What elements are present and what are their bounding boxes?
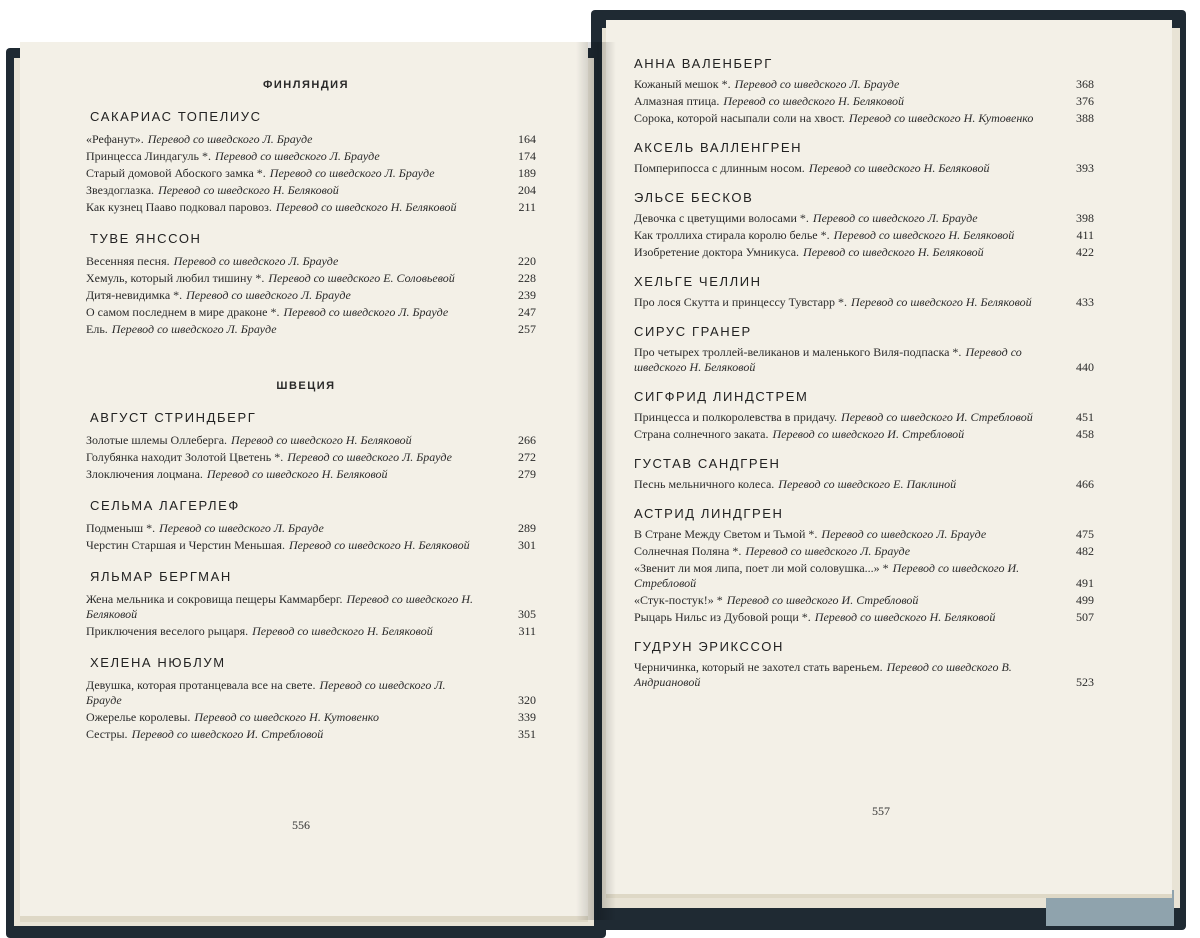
work-page-number: 388 [1076, 111, 1094, 125]
work-page-number: 433 [1076, 295, 1094, 309]
toc-entry [86, 592, 536, 622]
toc-entry [86, 271, 536, 286]
entry-text [634, 211, 1060, 226]
work-page-number: 393 [1076, 161, 1094, 175]
entry-text [634, 295, 1060, 310]
work-title: Золотые шлемы Оллеберга. [86, 433, 228, 447]
work-page-number: 311 [518, 624, 536, 638]
work-title: Ель. [86, 322, 108, 336]
entry-text [86, 624, 502, 639]
toc-entry [634, 211, 1094, 226]
work-translation: Перевод со шведского И. Стребловой [131, 727, 324, 741]
work-page-number: 228 [518, 271, 536, 285]
entry-text [634, 77, 1060, 92]
toc-entry [86, 521, 536, 536]
entry-text [634, 94, 1060, 109]
work-title: Черничинка, который не захотел стать вареньем. [634, 660, 883, 674]
toc-entry [634, 544, 1094, 559]
work-title: Черстин Старшая и Черстин Меньшая. [86, 538, 285, 552]
work-translation: Перевод со шведского Л. Брауде [86, 678, 446, 707]
work-page-number: 451 [1076, 410, 1094, 424]
country-heading: ФИНЛЯНДИЯ [263, 79, 349, 91]
work-title: Звездоглазка. [86, 183, 155, 197]
work-title: Хемуль, который любил тишину *. [86, 271, 265, 285]
book-gutter [576, 42, 616, 920]
work-title: Весенняя песня. [86, 254, 170, 268]
work-title: Голубянка находит Золотой Цветень *. [86, 450, 284, 464]
work-title: Жена мельника и сокровища пещеры Каммарберг. [86, 592, 343, 606]
work-title: Подменыш *. [86, 521, 156, 535]
work-page-number: 482 [1076, 544, 1094, 558]
work-title: Солнечная Поляна *. [634, 544, 742, 558]
work-page-number: 398 [1076, 211, 1094, 225]
work-translation: Перевод со шведского Л. Брауде [812, 211, 978, 225]
work-page-number: 211 [518, 200, 536, 214]
work-translation: Перевод со шведского Л. Брауде [734, 77, 900, 91]
toc-entry [634, 477, 1094, 492]
work-title: «Рефанут». [86, 132, 144, 146]
work-translation: Перевод со шведского Е. Паклиной [778, 477, 957, 491]
entry-text [86, 305, 502, 320]
entry-text [634, 561, 1060, 591]
entry-text [634, 161, 1060, 176]
work-title: Принцесса и полкоролевства в придачу. [634, 410, 838, 424]
author-name: ЭЛЬСЕ БЕСКОВ [634, 190, 754, 205]
entry-text [86, 450, 502, 465]
work-page-number: 466 [1076, 477, 1094, 491]
work-page-number: 204 [518, 183, 536, 197]
work-page-number: 247 [518, 305, 536, 319]
work-translation: Перевод со шведского Н. Беляковой [158, 183, 339, 197]
author-name: ТУВЕ ЯНССОН [90, 231, 202, 246]
work-page-number: 351 [518, 727, 536, 741]
toc-entry [634, 228, 1094, 243]
section-gap [76, 339, 536, 369]
toc-entry [634, 77, 1094, 92]
work-translation: Перевод со шведского Л. Брауде [159, 521, 324, 535]
work-page-number: 239 [518, 288, 536, 302]
entry-text [86, 538, 502, 553]
work-translation: Перевод со шведского Л. Брауде [745, 544, 911, 558]
toc-entry [86, 132, 536, 147]
toc-entry [634, 161, 1094, 176]
toc-entry [634, 345, 1094, 375]
work-title: Алмазная птица. [634, 94, 720, 108]
work-page-number: 189 [518, 166, 536, 180]
toc-entry [86, 710, 536, 725]
work-translation: Перевод со шведского Н. Кутовенко [194, 710, 379, 724]
work-title: «Стук-постук!» * [634, 593, 723, 607]
work-title: Страна солнечного заката. [634, 427, 769, 441]
work-page-number: 266 [518, 433, 536, 447]
work-page-number: 458 [1076, 427, 1094, 441]
work-translation: Перевод со шведского Н. Беляковой [634, 345, 1022, 374]
work-translation: Перевод со шведского Л. Брауде [147, 132, 313, 146]
entry-text [86, 727, 502, 742]
author-name: ХЕЛЬГЕ ЧЕЛЛИН [634, 274, 762, 289]
toc-entry [634, 245, 1094, 260]
entry-text [86, 183, 502, 198]
toc-entry [634, 660, 1094, 690]
work-translation: Перевод со шведского В. Андриановой [634, 660, 1012, 689]
work-translation: Перевод со шведского Н. Беляковой [288, 538, 470, 552]
entry-text [634, 245, 1060, 260]
toc-entry [634, 94, 1094, 109]
toc-entry [634, 610, 1094, 625]
page-number-left: 556 [292, 818, 310, 832]
work-translation: Перевод со шведского И. Стребловой [634, 561, 1020, 590]
work-title: Про четырех троллей-великанов и маленького Виля-подпаска *. [634, 345, 962, 359]
work-title: Злоключения лоцмана. [86, 467, 203, 481]
toc-entry [86, 450, 536, 465]
work-title: «Звенит ли моя липа, поет ли мой соловушка...» * [634, 561, 889, 575]
work-translation: Перевод со шведского И. Стребловой [841, 410, 1033, 424]
toc-entry [86, 166, 536, 181]
author-name: ХЕЛЕНА НЮБЛУМ [90, 655, 226, 670]
toc-entry [86, 678, 536, 708]
work-translation: Перевод со шведского Н. Беляковой [814, 610, 996, 624]
author-name: АННА ВАЛЕНБЕРГ [634, 56, 773, 71]
work-translation: Перевод со шведского И. Стребловой [772, 427, 965, 441]
work-translation: Перевод со шведского Н. Беляковой [808, 161, 990, 175]
work-translation: Перевод со шведского Н. Беляковой [833, 228, 1015, 242]
entry-text [86, 592, 502, 622]
work-title: Как троллиха стирала королю белье *. [634, 228, 830, 242]
entry-text [86, 678, 502, 708]
work-title: О самом последнем в мире драконе *. [86, 305, 280, 319]
work-translation: Перевод со шведского Н. Беляковой [803, 245, 984, 259]
work-title: Девушка, которая протанцевала все на свете. [86, 678, 316, 692]
work-page-number: 491 [1076, 576, 1094, 590]
author-name: СИРУС ГРАНЕР [634, 324, 752, 339]
country-heading: ШВЕЦИЯ [276, 380, 336, 392]
entry-text [86, 132, 502, 147]
toc-entry [634, 593, 1094, 608]
toc-entry [86, 183, 536, 198]
work-translation: Перевод со шведского Л. Брауде [821, 527, 987, 541]
work-translation: Перевод со шведского Е. Соловьевой [268, 271, 455, 285]
work-translation: Перевод со шведского Н. Беляковой [231, 433, 412, 447]
work-title: Как кузнец Пааво подковал паровоз. [86, 200, 272, 214]
work-translation: Перевод со шведского Л. Брауде [287, 450, 452, 464]
work-page-number: 368 [1076, 77, 1094, 91]
work-title: Помперипосса с длинным носом. [634, 161, 805, 175]
toc-entry [86, 624, 536, 639]
work-page-number: 411 [1076, 228, 1094, 242]
work-translation: Перевод со шведского Н. Кутовенко [848, 111, 1034, 125]
work-page-number: 289 [518, 521, 536, 535]
toc-entry [86, 305, 536, 320]
author-name: САКАРИАС ТОПЕЛИУС [90, 109, 262, 124]
work-translation: Перевод со шведского Н. Беляковой [86, 592, 473, 621]
work-title: Изобретение доктора Умникуса. [634, 245, 800, 259]
toc-entry [634, 295, 1094, 310]
entry-text [86, 200, 502, 215]
author-name: ГУСТАВ САНДГРЕН [634, 456, 781, 471]
work-page-number: 475 [1076, 527, 1094, 541]
work-title: Принцесса Линдагуль *. [86, 149, 211, 163]
work-title: Рыцарь Нильс из Дубовой рощи *. [634, 610, 811, 624]
work-translation: Перевод со шведского Л. Брауде [269, 166, 435, 180]
entry-text [86, 166, 502, 181]
entry-text [86, 710, 502, 725]
entry-text [634, 593, 1060, 608]
toc-entry [86, 149, 536, 164]
work-title: Сестры. [86, 727, 128, 741]
work-translation: Перевод со шведского Л. Брауде [186, 288, 351, 302]
work-page-number: 376 [1076, 94, 1094, 108]
work-translation: Перевод со шведского Л. Брауде [283, 305, 449, 319]
toc-entry [86, 538, 536, 553]
toc-entry [86, 200, 536, 215]
author-name: ГУДРУН ЭРИКССОН [634, 639, 784, 654]
toc-entry [634, 561, 1094, 591]
open-book [6, 28, 1196, 932]
work-translation: Перевод со шведского Н. Беляковой [252, 624, 433, 638]
work-page-number: 523 [1076, 675, 1094, 689]
entry-text [634, 544, 1060, 559]
work-page-number: 174 [518, 149, 536, 163]
toc-entry [634, 527, 1094, 542]
work-page-number: 440 [1076, 360, 1094, 374]
entry-text [86, 467, 502, 482]
entry-text [634, 610, 1060, 625]
toc-entry [86, 467, 536, 482]
right-page-contents [634, 42, 1094, 692]
work-translation: Перевод со шведского Н. Беляковой [723, 94, 904, 108]
author-name: АСТРИД ЛИНДГРЕН [634, 506, 784, 521]
entry-text [634, 111, 1060, 126]
work-page-number: 507 [1076, 610, 1094, 624]
toc-entry [634, 111, 1094, 126]
work-title: Девочка с цветущими волосами *. [634, 211, 809, 225]
entry-text [86, 254, 502, 269]
work-translation: Перевод со шведского Н. Беляковой [275, 200, 457, 214]
work-translation: Перевод со шведского Л. Брауде [214, 149, 380, 163]
entry-text [634, 477, 1060, 492]
entry-text [86, 433, 502, 448]
author-name: СЕЛЬМА ЛАГЕРЛЕФ [90, 498, 240, 513]
work-title: Ожерелье королевы. [86, 710, 191, 724]
work-page-number: 257 [518, 322, 536, 336]
author-name: АВГУСТ СТРИНДБЕРГ [90, 410, 257, 425]
entry-text [634, 527, 1060, 542]
entry-text [86, 322, 502, 337]
entry-text [86, 149, 502, 164]
entry-text [86, 288, 502, 303]
author-name: ЯЛЬМАР БЕРГМАН [90, 569, 232, 584]
toc-entry [86, 288, 536, 303]
left-page-contents [76, 68, 536, 744]
toc-entry [86, 727, 536, 742]
work-translation: Перевод со шведского Л. Брауде [111, 322, 277, 336]
work-translation: Перевод со шведского Н. Беляковой [206, 467, 388, 481]
work-title: Старый домовой Абоского замка *. [86, 166, 266, 180]
author-name: АКСЕЛЬ ВАЛЛЕНГРЕН [634, 140, 803, 155]
work-translation: Перевод со шведского И. Стребловой [726, 593, 919, 607]
work-page-number: 305 [518, 607, 536, 621]
work-title: Про лося Скутта и принцессу Тувстарр *. [634, 295, 848, 309]
work-title: Приключения веселого рыцаря. [86, 624, 249, 638]
work-page-number: 422 [1076, 245, 1094, 259]
entry-text [634, 660, 1060, 690]
work-title: Песнь мельничного колеса. [634, 477, 775, 491]
toc-entry [634, 427, 1094, 442]
work-page-number: 499 [1076, 593, 1094, 607]
page-number-right: 557 [872, 804, 890, 818]
entry-text [634, 410, 1060, 425]
work-translation: Перевод со шведского Н. Беляковой [851, 295, 1032, 309]
work-page-number: 220 [518, 254, 536, 268]
entry-text [634, 345, 1060, 375]
work-page-number: 301 [518, 538, 536, 552]
work-page-number: 272 [518, 450, 536, 464]
work-title: Кожаный мешок *. [634, 77, 731, 91]
work-page-number: 279 [518, 467, 536, 481]
work-page-number: 339 [518, 710, 536, 724]
entry-text [634, 427, 1060, 442]
work-title: В Стране Между Светом и Тьмой *. [634, 527, 818, 541]
toc-entry [86, 254, 536, 269]
toc-entry [634, 410, 1094, 425]
work-title: Сорока, которой насыпали соли на хвост. [634, 111, 845, 125]
work-title: Дитя-невидимка *. [86, 288, 183, 302]
entry-text [86, 521, 502, 536]
author-name: СИГФРИД ЛИНДСТРЕМ [634, 389, 809, 404]
entry-text [634, 228, 1060, 243]
entry-text [86, 271, 502, 286]
work-translation: Перевод со шведского Л. Брауде [173, 254, 339, 268]
work-page-number: 164 [518, 132, 536, 146]
toc-entry [86, 433, 536, 448]
toc-entry [86, 322, 536, 337]
work-page-number: 320 [518, 693, 536, 707]
